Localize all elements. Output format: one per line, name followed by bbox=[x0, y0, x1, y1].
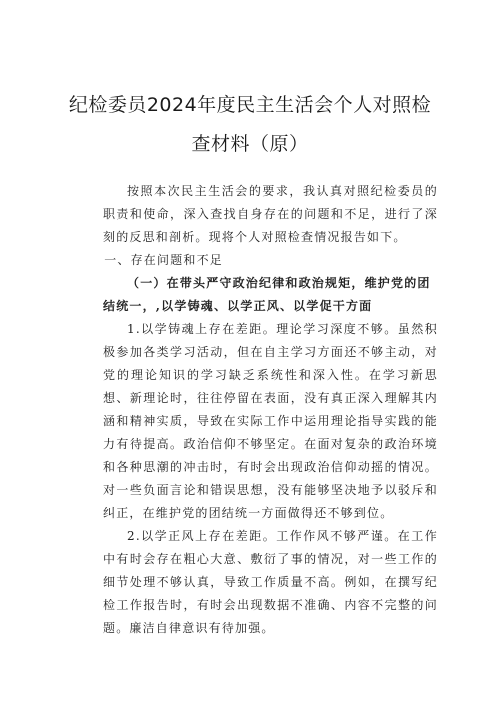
document-body bbox=[103, 180, 438, 640]
item-paragraph-2: 2.以学正风上存在差距。工作作风不够严谨。在工作中有时会存在粗心大意、敷衍了事的情况，对一些工作的细节处理不够认真，导致工作质量不高。例如，在撰写纪检工作报告时，有时会出现数据不准确、内容不完整的问题。廉洁自律意识有待加强。 bbox=[103, 529, 438, 635]
section-heading: 一、存在问题和不足 bbox=[104, 253, 223, 267]
item-paragraph-1: 1.以学铸魂上存在差距。理论学习深度不够。虽然积极参加各类学习活动，但在自主学习方面还不够主动，对党的理论知识的学习缺乏系统性和深入性。在学习新思想、新理论时，往往停留在表面，没有真正深入理解其内涵和精神实质，导致在实际工作中运用理论指导实践的能力有待提高。政治信仰不够坚定。在面对复杂的政治环境和各种思潮的冲击时，有时会出现政治信仰动摇的情况。对一些负面言论和错误思想，没有能够坚决地予以驳斥和纠正，在维护党的团结统一方面做得还不够到位。 bbox=[103, 322, 438, 520]
intro-paragraph: 按照本次民主生活会的要求，我认真对照纪检委员的职责和使命，深入查找自身存在的问题和不足，进行了深刻的反思和剖析。现将个人对照检查情况报告如下。 bbox=[103, 184, 438, 244]
document-title-line2: 查材料（原） bbox=[191, 133, 309, 155]
subsection-heading: （一）在带头严守政治纪律和政治规矩，维护党的团结统一，,以学铸魂、以学正风、以学促干方面 bbox=[103, 276, 431, 313]
document-title-line1: 纪检委员2024年度民主生活会个人对照检 bbox=[68, 94, 432, 116]
